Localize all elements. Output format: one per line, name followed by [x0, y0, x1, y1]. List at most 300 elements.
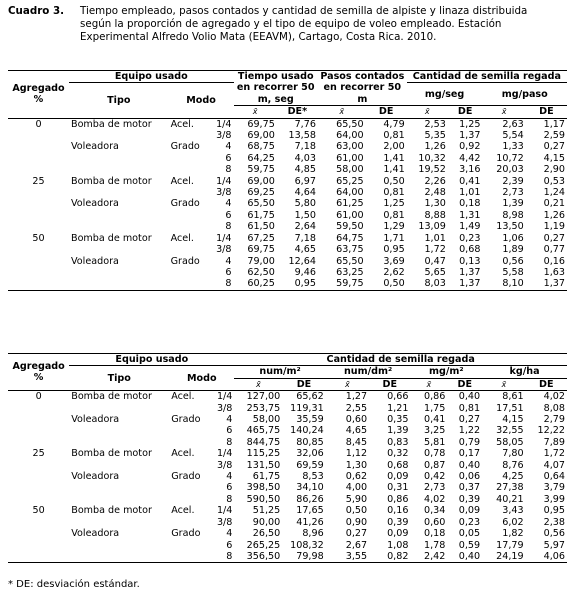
table-row — [8, 153, 567, 164]
table-cell: 6 — [225, 152, 232, 164]
table-cell: 65,50 — [247, 198, 275, 210]
table-cell: 58,00 — [336, 164, 364, 176]
table-cell — [8, 471, 69, 482]
table-cell: 0,41 — [424, 414, 446, 426]
table-cell: 4,03 — [294, 152, 316, 164]
table-cell: Acel. — [171, 505, 195, 517]
table-cell: 6 — [226, 425, 233, 437]
mean-symbol: x̄ — [501, 379, 507, 389]
caption-label: Cuadro 3. — [8, 5, 65, 17]
table-cell — [8, 187, 69, 198]
table-cell: 8,61 — [502, 391, 524, 403]
table-cell: 25 — [32, 448, 45, 460]
table-cell: Grado — [171, 528, 201, 540]
col-header-modo: Modo — [169, 83, 234, 118]
table-cell: 0,56 — [502, 255, 524, 267]
table-cell: 0,09 — [387, 471, 409, 483]
table-cell — [69, 244, 169, 255]
table-row — [8, 198, 567, 209]
table-cell: 3/8 — [216, 244, 232, 256]
table-cell: 0,50 — [345, 505, 368, 517]
table-cell: 32,06 — [296, 448, 324, 460]
table-cell: 0,68 — [459, 244, 481, 256]
col-header-de: DE — [366, 106, 407, 118]
table-cell: 59,50 — [336, 221, 364, 233]
col-header-agregado: Agregado % — [8, 354, 69, 391]
mean-symbol: x̄ — [424, 107, 430, 117]
table-cell — [69, 425, 169, 436]
table-cell: 3/8 — [216, 130, 232, 142]
col-header-num-m2: num/m² — [234, 366, 325, 378]
table-cell: 40,21 — [496, 493, 524, 505]
table-cell: 17,51 — [496, 402, 524, 414]
table-cell: 1,06 — [502, 232, 524, 244]
table-cell: 0,53 — [543, 175, 565, 187]
table-cell: 62,50 — [247, 266, 275, 278]
table1-body — [8, 118, 567, 290]
table-cell: 17,79 — [496, 539, 524, 551]
table-cell: 2,73 — [424, 482, 446, 494]
table-cell: 4,06 — [526, 551, 567, 563]
table-cell: 59,75 — [318, 278, 366, 290]
table-cell: 3/8 — [216, 459, 233, 471]
table-cell — [169, 437, 206, 448]
table-cell: Grado — [170, 198, 200, 210]
table-cell: 5,35 — [424, 130, 446, 142]
table-cell: 65,50 — [336, 255, 364, 267]
table-cell: 0,40 — [447, 551, 482, 563]
table-cell — [8, 414, 69, 425]
table-cell — [69, 153, 169, 164]
table-cell: 64,00 — [336, 130, 364, 142]
table-cell — [169, 221, 206, 232]
table-cell: 4,15 — [543, 152, 565, 164]
table-cell: 1,33 — [502, 141, 524, 153]
table-cell: 0,82 — [369, 551, 410, 563]
table-cell: Acel. — [171, 391, 195, 403]
table-cell — [8, 494, 69, 505]
table-cell — [69, 130, 169, 141]
table-cell: 1,37 — [448, 278, 483, 290]
table-cell — [8, 551, 69, 563]
col-header-mg-seg: mg/seg — [407, 83, 483, 106]
footnote: * DE: desviación estándar. — [8, 579, 140, 590]
table-cell: 0,27 — [345, 528, 368, 540]
table-cell: Bomba de motor — [71, 448, 152, 460]
table-cell — [169, 494, 206, 505]
table-cell: 0,09 — [458, 505, 481, 517]
table-cell: 65,25 — [336, 175, 364, 187]
table-cell: 2,67 — [345, 539, 368, 551]
table-cell: 1,82 — [502, 528, 524, 540]
table-cell: 0,50 — [366, 278, 407, 290]
table-cell: 1,39 — [387, 425, 409, 437]
table-cell — [69, 482, 169, 493]
table-cell: 1,29 — [383, 221, 405, 233]
table-cell: 60,25 — [234, 278, 277, 290]
table-cell: 253,75 — [246, 402, 281, 414]
table-cell: 0,92 — [459, 141, 481, 153]
table-cell: 3,79 — [543, 482, 565, 494]
caption-text — [80, 5, 568, 45]
table-cell — [8, 244, 69, 255]
table-cell — [169, 244, 206, 255]
table-cell — [69, 460, 169, 471]
table-cell: 69,00 — [247, 175, 275, 187]
table-cell: 0,95 — [277, 278, 318, 290]
caption-line: según la proporción de agregado y el tipo de equipo de voleo empleado. Estación — [80, 18, 502, 31]
table-cell: Acel. — [170, 232, 194, 244]
table-cell: 51,25 — [252, 505, 281, 517]
table-cell: 1,78 — [424, 539, 446, 551]
table-cell: 61,75 — [252, 471, 281, 483]
table-cell: Bomba de motor — [71, 391, 152, 403]
table-cell: 0,06 — [458, 471, 481, 483]
table-cell: 4,65 — [294, 244, 316, 256]
table-cell: 8 — [225, 221, 232, 233]
table-cell: 0,86 — [387, 493, 409, 505]
table-cell: 0,81 — [383, 130, 405, 142]
table-cell: 64,00 — [336, 187, 364, 199]
table-cell: 58,00 — [252, 414, 281, 426]
table-cell: 2,59 — [543, 130, 565, 142]
table-cell: 3,16 — [459, 164, 481, 176]
table-cell: 58,05 — [496, 436, 524, 448]
table-cell — [169, 517, 206, 528]
table-cell: 5,90 — [345, 493, 368, 505]
table-cell: 2,48 — [424, 187, 446, 199]
table-cell: 8 — [226, 436, 233, 448]
table-cell: 1,25 — [383, 198, 405, 210]
table-cell — [69, 210, 169, 221]
table-cell — [8, 256, 69, 267]
mean-symbol: x̄ — [255, 379, 261, 389]
table-row — [8, 414, 567, 425]
caption-line: Tiempo empleado, pasos contados y cantidad de semilla de alpiste y linaza distribuida — [80, 5, 528, 17]
col-header-equipo: Equipo usado — [69, 354, 234, 366]
table-cell — [8, 153, 69, 164]
table-cell — [8, 198, 69, 209]
table-cell: 25 — [32, 175, 45, 187]
table-row — [8, 448, 567, 459]
table-cell: 0,05 — [458, 528, 481, 540]
table-cell: 0,90 — [345, 516, 368, 528]
caption-line: Experimental Alfredo Volio Mata (EEAVM), Cartago, Costa Rica. 2010. — [80, 31, 437, 44]
table-cell: 0,39 — [458, 493, 481, 505]
table-cell — [8, 221, 69, 232]
table-cell: 61,50 — [247, 221, 275, 233]
table-cell: 2,38 — [543, 516, 565, 528]
table-cell: 140,24 — [290, 425, 324, 437]
table-cell — [69, 403, 169, 414]
table-cell: 61,00 — [336, 209, 364, 221]
table-cell: 63,00 — [336, 141, 364, 153]
table-cell: 90,00 — [252, 516, 281, 528]
table-row — [8, 437, 567, 448]
table-cell: 1,21 — [387, 402, 409, 414]
table-cell: 4 — [225, 198, 232, 210]
table-cell: 844,75 — [246, 436, 281, 448]
table-row — [8, 528, 567, 539]
table-cell: Voleadora — [70, 141, 119, 153]
table-cell: 13,09 — [418, 221, 446, 233]
table-row — [8, 221, 567, 232]
table-cell: 7,80 — [502, 448, 524, 460]
table-seed-density — [8, 353, 567, 563]
table-cell: 59,75 — [247, 164, 275, 176]
table-cell: 0,60 — [345, 414, 368, 426]
table-cell: 8,53 — [302, 471, 324, 483]
table-cell: 1,22 — [458, 425, 481, 437]
table-cell: 0,66 — [387, 391, 409, 403]
col-header-de: DE — [447, 378, 482, 390]
table-cell: 108,32 — [290, 539, 324, 551]
table-cell: 115,25 — [246, 448, 281, 460]
table-cell: 0 — [35, 391, 42, 403]
table-cell: 1,26 — [543, 209, 565, 221]
table-cell: 3/8 — [216, 187, 232, 199]
table-cell — [169, 267, 206, 278]
col-header-mg-paso: mg/paso — [482, 83, 567, 106]
table-cell: 27,38 — [496, 482, 524, 494]
table-cell: 69,59 — [296, 459, 324, 471]
table-cell — [169, 540, 206, 551]
table-cell — [8, 164, 69, 175]
table-cell: 0 — [35, 118, 42, 130]
table-cell: 80,85 — [296, 436, 324, 448]
table-cell: 0,16 — [543, 255, 565, 267]
table-cell: Acel. — [171, 448, 195, 460]
table-row — [8, 118, 567, 130]
table-cell: 0,62 — [345, 471, 368, 483]
table-cell: 0,95 — [543, 505, 565, 517]
table-cell: 61,25 — [336, 198, 364, 210]
table-cell: 2,26 — [424, 175, 446, 187]
table-cell: 0,81 — [383, 209, 405, 221]
table-cell: 69,00 — [247, 130, 275, 142]
table-cell — [8, 517, 69, 528]
table-cell — [169, 153, 206, 164]
table-cell: 4 — [226, 528, 233, 540]
table-cell: 1,39 — [502, 198, 524, 210]
table-cell: 79,98 — [282, 551, 325, 563]
table-cell — [69, 517, 169, 528]
table-cell: 4,07 — [543, 459, 565, 471]
table-cell: 50 — [32, 232, 45, 244]
table-cell — [8, 528, 69, 539]
table-cell: Voleadora — [71, 528, 120, 540]
table-cell: 13,58 — [288, 130, 316, 142]
table-cell — [69, 278, 169, 290]
table-row — [8, 187, 567, 198]
col-header-cantidad: Cantidad de semilla regada — [407, 71, 567, 83]
col-header-de: DE — [282, 378, 325, 390]
table-cell: 8,10 — [482, 278, 525, 290]
table-cell: 63,75 — [336, 244, 364, 256]
table-cell — [69, 540, 169, 551]
table-cell: 0,18 — [459, 198, 481, 210]
table-cell: Bomba de motor — [70, 118, 152, 130]
table-cell: 86,26 — [296, 493, 324, 505]
table-cell — [169, 210, 206, 221]
table-cell: 3,55 — [326, 551, 369, 563]
table-cell: 8 — [225, 164, 232, 176]
table-row — [8, 210, 567, 221]
table-cell: 465,75 — [246, 425, 281, 437]
table-cell: 0,87 — [424, 459, 446, 471]
table-cell — [69, 267, 169, 278]
table-cell — [8, 437, 69, 448]
table-cell: 0,64 — [543, 471, 565, 483]
table-cell: 10,72 — [496, 152, 524, 164]
table-row — [8, 403, 567, 414]
table-cell: 1,89 — [502, 244, 524, 256]
table-cell — [8, 540, 69, 551]
table-cell: 3,99 — [543, 493, 565, 505]
table-cell — [8, 278, 69, 290]
table-cell: 35,59 — [296, 414, 324, 426]
table-cell: 3,69 — [383, 255, 405, 267]
table-cell: 64,25 — [247, 152, 275, 164]
table-cell: 0,77 — [543, 244, 565, 256]
table-cell: 0,16 — [387, 505, 409, 517]
table-cell: 0,27 — [458, 414, 481, 426]
table-cell — [8, 460, 69, 471]
table-row — [8, 505, 567, 516]
table-cell: Bomba de motor — [70, 175, 152, 187]
table-cell: 6,02 — [502, 516, 524, 528]
mean-symbol: x̄ — [426, 379, 432, 389]
table-cell: 131,50 — [246, 459, 281, 471]
table-cell: 61,75 — [247, 209, 275, 221]
table-cell: 7,89 — [543, 436, 565, 448]
table-cell: 119,31 — [290, 402, 324, 414]
table-cell: 0,27 — [543, 232, 565, 244]
table-cell: 0,37 — [458, 482, 481, 494]
table-cell — [69, 221, 169, 232]
table-cell — [69, 187, 169, 198]
table-cell: 6 — [225, 209, 232, 221]
table-cell: 3/8 — [216, 516, 233, 528]
table-row — [8, 141, 567, 152]
table-cell: 0,68 — [387, 459, 409, 471]
table-cell: 1,37 — [459, 266, 481, 278]
table-cell: 1,49 — [459, 221, 481, 233]
table-cell: 0,83 — [387, 436, 409, 448]
table-cell: 0,56 — [543, 528, 565, 540]
table-cell: 61,00 — [336, 152, 364, 164]
table-cell: 32,55 — [496, 425, 524, 437]
table-cell: Grado — [170, 255, 200, 267]
table-cell — [8, 267, 69, 278]
table-cell — [8, 425, 69, 436]
table-row — [8, 164, 567, 175]
table-cell: 0,17 — [458, 448, 481, 460]
table-cell: 0,86 — [424, 391, 446, 403]
table-cell: 24,19 — [482, 551, 525, 563]
table-row — [8, 482, 567, 493]
table-cell: 0,41 — [459, 175, 481, 187]
table-cell: 1,41 — [383, 164, 405, 176]
table-row — [8, 267, 567, 278]
table-cell: Voleadora — [71, 471, 120, 483]
table-cell — [169, 460, 206, 471]
table-cell: 10,32 — [418, 152, 446, 164]
table-cell: 3,43 — [502, 505, 524, 517]
table-cell: 2,55 — [345, 402, 368, 414]
table-cell — [169, 164, 206, 175]
table-cell: 0,18 — [424, 528, 446, 540]
table-cell: 0,40 — [458, 459, 481, 471]
table-cell: 2,00 — [383, 141, 405, 153]
col-header-pasos: Pasos contados en recorrer 50 m — [318, 71, 407, 106]
table-cell: 0,31 — [387, 482, 409, 494]
table-row — [8, 256, 567, 267]
table-cell: 1,72 — [543, 448, 565, 460]
table-cell: 1,25 — [459, 118, 481, 130]
col-header-de: DE — [369, 378, 410, 390]
table-cell: 127,00 — [246, 391, 281, 403]
table-cell: 0,42 — [424, 471, 446, 483]
table-cell: 1/4 — [216, 232, 232, 244]
table-cell: 0,13 — [459, 255, 481, 267]
table-cell — [69, 437, 169, 448]
table-cell: 34,10 — [296, 482, 324, 494]
table-cell: Bomba de motor — [71, 505, 152, 517]
table-row — [8, 244, 567, 255]
table-cell: 0,23 — [458, 516, 481, 528]
table-cell: 50 — [32, 505, 45, 517]
table-cell — [169, 482, 206, 493]
table-cell: Voleadora — [71, 414, 120, 426]
table-cell: 1,12 — [345, 448, 368, 460]
table-cell: 26,50 — [252, 528, 281, 540]
table-row — [8, 425, 567, 436]
table-cell: 2,64 — [294, 221, 316, 233]
table-row — [8, 460, 567, 471]
table-cell: 8,76 — [502, 459, 524, 471]
table-cell — [8, 210, 69, 221]
col-header-equipo: Equipo usado — [69, 71, 234, 83]
table-cell: 1,37 — [526, 278, 567, 290]
table-cell: 20,03 — [496, 164, 524, 176]
table-cell — [169, 403, 206, 414]
table-cell: 13,50 — [496, 221, 524, 233]
table-cell: 5,81 — [424, 436, 446, 448]
table-cell: 69,75 — [247, 244, 275, 256]
table-cell: 1,31 — [459, 209, 481, 221]
table-row — [8, 176, 567, 187]
table-cell: 1,17 — [543, 118, 565, 130]
table-cell: 1/4 — [216, 391, 233, 403]
table-cell: 1,01 — [424, 232, 446, 244]
table-row — [8, 517, 567, 528]
table-cell: 19,52 — [418, 164, 446, 176]
table-cell: 1,30 — [424, 198, 446, 210]
table-cell: 65,62 — [296, 391, 324, 403]
table-row — [8, 540, 567, 551]
table-cell: 0,78 — [424, 448, 446, 460]
mean-symbol: x̄ — [252, 107, 258, 117]
table-row — [8, 130, 567, 141]
table-cell — [8, 403, 69, 414]
table-cell — [169, 278, 206, 290]
table-cell: 4,65 — [345, 425, 368, 437]
col-header-agregado: Agregado % — [8, 71, 69, 119]
table-cell: 4,00 — [345, 482, 368, 494]
table-cell: 41,26 — [296, 516, 324, 528]
table-cell: 68,75 — [247, 141, 275, 153]
